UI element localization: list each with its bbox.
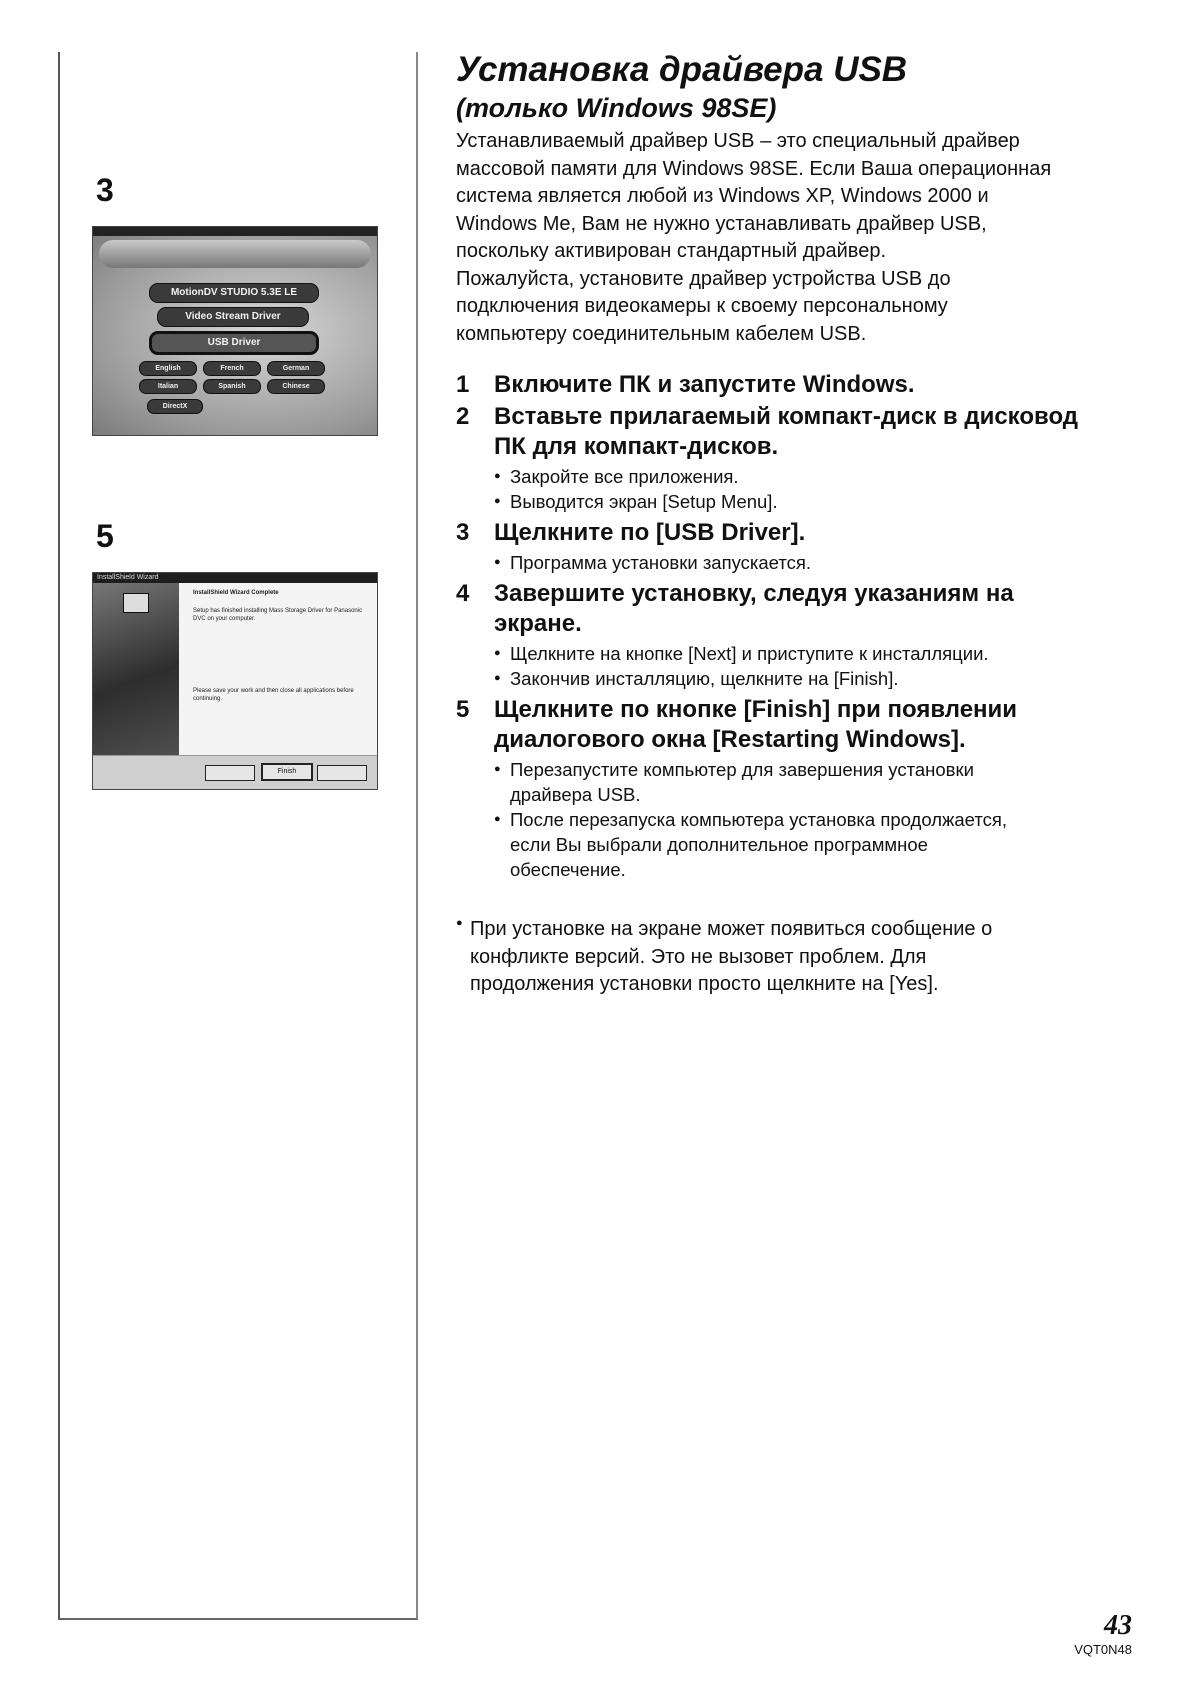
page-title: Установка драйвера USB	[456, 50, 908, 89]
step-bullets	[494, 641, 1156, 691]
installshield-titlebar: InstallShield Wizard	[93, 573, 377, 583]
bullet-item	[494, 464, 1156, 489]
intro-line: Windows Me, Вам не нужно устанавливать драйвер USB,	[456, 212, 987, 235]
step-heading-line: ПК для компакт-дисков.	[494, 433, 779, 460]
pill-lang-chinese: Chinese	[267, 379, 325, 394]
step-1	[456, 370, 1156, 400]
step-bullets	[494, 757, 1156, 882]
pill-lang-spanish: Spanish	[203, 379, 261, 394]
bullet-line: ● Щелкните на кнопке [Next] и приступите к инсталляции.	[510, 643, 989, 664]
step-number: 1	[456, 371, 470, 398]
pill-motiondv: MotionDV STUDIO 5.3E LE	[149, 283, 319, 303]
step-heading-line: Включите ПК и запустите Windows.	[494, 371, 915, 398]
main-content	[456, 50, 1156, 999]
pill-video-stream: Video Stream Driver	[157, 307, 309, 327]
bullet-item	[494, 807, 1156, 882]
step-bullets	[494, 464, 1156, 514]
step-heading-line: экране.	[494, 610, 582, 637]
installshield-screenshot	[92, 572, 378, 790]
bullet-line: драйвера USB.	[510, 784, 641, 805]
intro-line: подключения видеокамеры к своему персональному	[456, 295, 948, 317]
pill-lang-italian: Italian	[139, 379, 197, 394]
setup-menu-header	[99, 240, 371, 268]
intro-paragraph	[456, 128, 1156, 348]
step-heading-line: Щелкните по кнопке [Finish] при появлении	[494, 696, 1018, 723]
installshield-heading: InstallShield Wizard Complete	[193, 590, 279, 596]
intro-line: компьютеру соединительным кабелем USB.	[456, 322, 867, 345]
bullet-line: ● Перезапустите компьютер для завершения установки	[510, 759, 974, 780]
back-button-blank	[205, 765, 255, 781]
compatibility-note	[456, 916, 1156, 999]
step-number: 3	[456, 519, 470, 546]
bullet-line: если Вы выбрали дополнительное программное	[510, 834, 928, 855]
steps-list	[456, 370, 1156, 882]
step-number: 4	[456, 580, 470, 607]
pill-lang-french: French	[203, 361, 261, 376]
step-2	[456, 402, 1156, 514]
finish-button: Finish	[261, 763, 313, 781]
intro-line: поскольку активирован стандартный драйвер.	[456, 240, 887, 262]
step-number: 5	[456, 696, 470, 723]
computer-icon	[123, 593, 149, 613]
step-heading-line: диалогового окна [Restarting Windows].	[494, 726, 966, 753]
intro-line: массовой памяти для Windows 98SE. Если Ваша операционная	[456, 157, 1052, 180]
bullet-item	[494, 489, 1156, 514]
bullet-line: ● Выводится экран [Setup Menu].	[510, 491, 778, 512]
step-3	[456, 518, 1156, 575]
sidebar-step-5-label: 5	[96, 518, 114, 554]
page-number: 43	[1104, 1610, 1132, 1641]
intro-line: Пожалуйста, установите драйвер устройства USB до	[456, 267, 951, 290]
bullet-line: ● Закройте все приложения.	[510, 466, 739, 487]
step-number: 2	[456, 403, 470, 430]
note-line: продолжения установки просто щелкните на [Yes].	[470, 973, 939, 995]
step-heading-line: Завершите установку, следуя указаниям на	[494, 580, 1014, 607]
step-heading-line: Щелкните по [USB Driver].	[494, 519, 806, 546]
intro-line: Устанавливаемый драйвер USB – это специальный драйвер	[456, 130, 1020, 152]
bullet-line: ● Закончив инсталляцию, щелкните на [Finish].	[510, 668, 899, 689]
cancel-button-blank	[317, 765, 367, 781]
pill-lang-german: German	[267, 361, 325, 376]
setup-menu-titlebar	[93, 227, 377, 236]
bullet-line: ● Программа установки запускается.	[510, 552, 812, 573]
bullet-item	[494, 641, 1156, 666]
page-subtitle: (только Windows 98SE)	[456, 93, 777, 123]
installshield-button-bar	[93, 755, 377, 789]
pill-directx: DirectX	[147, 399, 203, 414]
step-5	[456, 695, 1156, 882]
pill-lang-english: English	[139, 361, 197, 376]
bullet-item	[494, 666, 1156, 691]
sidebar-step-3-label: 3	[96, 172, 114, 208]
bullet-item	[494, 757, 1156, 807]
intro-line: система является любой из Windows XP, Windows 2000 и	[456, 185, 989, 207]
bullet-line: обеспечение.	[510, 859, 626, 880]
installshield-text-2: Please save your work and then close all applications before continuing.	[193, 688, 354, 702]
bullet-item	[494, 550, 1156, 575]
installshield-side-graphic	[93, 583, 179, 758]
step-heading-line: Вставьте прилагаемый компакт-диск в дисковод	[494, 403, 1079, 430]
document-code: VQT0N48	[1074, 1642, 1132, 1657]
installshield-text-1: Setup has finished installing Mass Storage Driver for Panasonic DVC on your computer.	[193, 608, 363, 622]
step-bullets	[494, 550, 1156, 575]
setup-menu-screenshot	[92, 226, 378, 436]
step-4	[456, 579, 1156, 691]
pill-usb-driver: USB Driver	[149, 331, 319, 355]
bullet-line: ● После перезапуска компьютера установка продолжается,	[510, 809, 1008, 830]
note-line: ● При установке на экране может появиться сообщение о	[470, 918, 993, 940]
note-line: конфликте версий. Это не вызовет проблем. Для	[470, 945, 927, 968]
